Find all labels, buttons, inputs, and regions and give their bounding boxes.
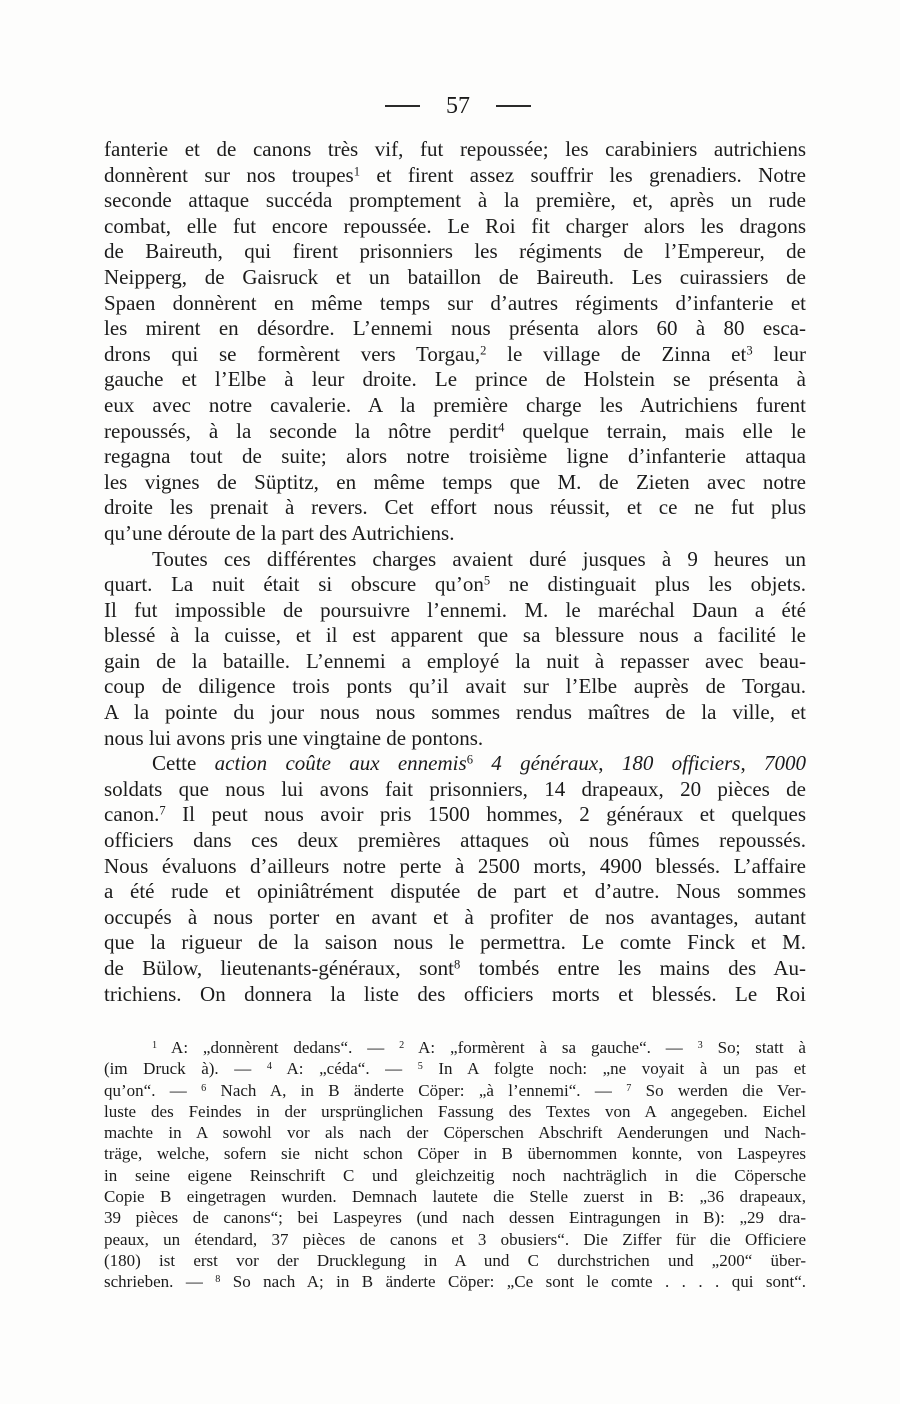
line-text: Il fut impossible de poursuivre l’ennemi. M. le maréchal Daun a été [104, 597, 806, 622]
footnote-ref: 8 [215, 1274, 221, 1286]
line-text: A: „céda“. — [271, 1059, 418, 1079]
line-text: et firent assez souffrir les grenadiers. Notre [360, 162, 806, 187]
footnote-line [104, 1207, 806, 1228]
footnote-line [104, 1122, 806, 1143]
text-line [104, 291, 806, 317]
line-text: Neipperg, de Gaisruck et un bataillon de Baireuth. Les cuirassiers de [104, 264, 806, 289]
line-text: Spaen donnèrent en même temps sur d’autres régiments d’infanterie et [104, 290, 806, 315]
footnote-ref: 3 [746, 343, 753, 358]
text-line [104, 982, 806, 1008]
line-text: quelque terrain, mais elle le [504, 418, 806, 443]
text-line [104, 649, 806, 675]
footnote-ref: 7 [626, 1082, 632, 1094]
line-text: gauche et l’Elbe à leur droite. Le prince de Holstein se présenta à [104, 367, 806, 392]
line-text: A: „donnèrent dedans“. — [157, 1038, 400, 1057]
text-line [104, 316, 806, 342]
footnotes [104, 1037, 806, 1293]
footnote-line [104, 1037, 806, 1058]
footnote-line [104, 1271, 806, 1292]
line-text: coup de diligence trois ponts qu’il avait sur l’Elbe auprès de Torgau. [104, 674, 806, 699]
text-line [104, 905, 806, 931]
line-text: Nach A, in B änderte Cöper: „à l’ennemi“. — [206, 1080, 627, 1100]
footnote-ref: 8 [453, 957, 461, 972]
footnote-ref: 4 [498, 420, 505, 435]
line-text: So; statt à [702, 1038, 806, 1057]
footnote-ref: 1 [353, 164, 361, 179]
line-text: , [740, 751, 765, 776]
line-text: drons qui se formèrent vers Torgau, [104, 341, 481, 366]
footnote-ref: 7 [159, 804, 166, 819]
line-text: in seine eigene Reinschrift C und gleichzeitig noch nachträglich in die Cöpersche [104, 1165, 806, 1185]
line-text: Cette [152, 751, 215, 776]
text-line [104, 393, 806, 419]
line-text: eux avec notre cavalerie. A la première charge les Autrichiens furent [104, 392, 806, 417]
line-text: nous lui avons pris une vingtaine de pontons. [104, 725, 484, 750]
text-line [104, 470, 806, 496]
text-line [104, 521, 806, 547]
line-text: combat, elle fut encore repoussée. Le Roi fit charger alors les dragons [104, 213, 806, 238]
text-line [104, 930, 806, 956]
footnote-line [104, 1186, 806, 1207]
line-text: soldats que nous lui avons fait prisonniers, 14 drapeaux, 20 pièces de [104, 776, 806, 801]
text-line [104, 802, 806, 828]
line-text: les vignes de Süptitz, en même temps que M. de Zieten avec notre [104, 469, 806, 494]
footnote-ref: 3 [697, 1039, 703, 1051]
text-line [104, 547, 806, 573]
line-text: In A folgte noch: „ne voyait à un pas et [422, 1059, 806, 1079]
footnote-line [104, 1058, 806, 1079]
line-text: seconde attaque succéda promptement à la première, et, après un rude [104, 188, 806, 213]
text-line [104, 367, 806, 393]
text-line [104, 751, 806, 777]
emphasis-text: action coûte aux ennemis [214, 751, 467, 776]
text-line [104, 163, 806, 189]
line-text: Copie B eingetragen wurden. Demnach lautete die Stelle zuerst in B: „36 drapeaux, [104, 1187, 806, 1207]
footnote-ref: 6 [201, 1082, 207, 1094]
line-text: luste des Feindes in der ursprünglichen Fassung des Textes von A angegeben. Eichel [104, 1101, 806, 1121]
line-text: , [598, 751, 622, 776]
text-line [104, 239, 806, 265]
page-number: 57 [446, 93, 470, 119]
line-text: que la rigueur de la saison nous le permettra. Le comte Finck et M. [104, 930, 806, 955]
footnote-ref: 2 [480, 343, 487, 358]
text-line [104, 726, 806, 752]
line-text: de Bülow, lieutenants-généraux, sont [104, 956, 454, 980]
footnote-ref: 2 [399, 1039, 405, 1051]
line-text: donnèrent sur nos troupes [104, 162, 354, 187]
line-text: blessé à la cuisse, et il est apparent que sa blessure nous a facilité le [104, 623, 806, 648]
paragraph [104, 547, 806, 752]
line-text: A la pointe du jour nous nous sommes rendus maîtres de la ville, et [104, 700, 806, 725]
text-line [104, 700, 806, 726]
header-rule-right [496, 105, 531, 106]
footnote-ref: 5 [417, 1061, 423, 1073]
footnote-line [104, 1165, 806, 1186]
emphasis-text: 7000 [764, 751, 807, 776]
line-text: So nach A; in B änderte Cöper: „Ce sont le comte . . . . qui sont“. [220, 1272, 807, 1292]
text-line [104, 598, 806, 624]
line-text: officiers dans ces deux premières attaques où nous fûmes repoussés. [104, 828, 806, 853]
line-text: ne distinguait plus les objets. [490, 572, 806, 597]
header-rule-left [385, 105, 420, 106]
line-text: tombés entre les mains des Au- [460, 956, 806, 980]
line-text: 39 pièces de canons“; bei Laspeyres (und nach dessen Eintragungen in B): „29 dra- [104, 1208, 806, 1228]
text-line [104, 419, 806, 445]
line-text: trichiens. On donnera la liste des officiers morts et blessés. Le Roi [104, 981, 806, 1006]
text-line [104, 777, 806, 803]
text-line [104, 188, 806, 214]
line-text: qu’on“. — [104, 1080, 202, 1100]
body-text [104, 137, 806, 1007]
footnote-ref: 6 [466, 752, 473, 767]
text-line [104, 623, 806, 649]
line-text: träge, welche, sofern sie nicht schon Cöper in B übernommen konnte, von Laspeyres [104, 1144, 806, 1164]
text-line [104, 879, 806, 905]
footnote-line [104, 1080, 806, 1101]
footnote-ref: 4 [266, 1061, 272, 1073]
line-text: quart. La nuit était si obscure qu’on [104, 572, 484, 597]
footnote-line [104, 1101, 806, 1122]
line-text: (im Druck à). — [104, 1059, 267, 1079]
footnote-ref: 1 [152, 1039, 158, 1051]
line-text: leur [752, 341, 806, 366]
line-text: Il peut nous avoir pris 1500 hommes, 2 généraux et quelques [165, 802, 806, 827]
emphasis-text: 180 officiers [621, 751, 741, 776]
line-text: regagna tout de suite; alors notre troisième ligne d’infanterie attaqua [104, 444, 806, 469]
line-text: gain de la bataille. L’ennemi a employé la nuit à repasser avec beau- [104, 648, 806, 673]
text-line [104, 265, 806, 291]
line-text: So werden die Ver- [631, 1080, 806, 1100]
footnote-ref: 5 [483, 573, 491, 588]
text-line [104, 828, 806, 854]
text-line [104, 342, 806, 368]
text-line [104, 214, 806, 240]
line-text: droite les prenait à revers. Cet effort nous réussit, et ce ne fut plus [104, 495, 806, 520]
paragraph [104, 751, 806, 1007]
text-line [104, 444, 806, 470]
line-text [473, 751, 491, 775]
line-text: Toutes ces différentes charges avaient duré jusques à 9 heures un [152, 546, 806, 571]
line-text: fanterie et de canons très vif, fut repoussée; les carabiniers autrichiens [104, 137, 806, 161]
line-text: A: „formèrent à sa gauche“. — [404, 1038, 698, 1057]
paragraph [104, 137, 806, 547]
line-text: repoussés, à la seconde la nôtre perdit [104, 418, 499, 443]
text-line [104, 572, 806, 598]
footnote-line [104, 1229, 806, 1250]
line-text: peaux, un étendard, 37 pièces de canons et 3 obusiers“. Die Ziffer für die Officiere [104, 1229, 806, 1249]
line-text: le village de Zinna et [486, 341, 747, 366]
text-line [104, 956, 806, 982]
footnote-line [104, 1143, 806, 1164]
line-text: les mirent en désordre. L’ennemi nous présenta alors 60 à 80 esca- [104, 316, 806, 341]
text-line [104, 854, 806, 880]
text-line [104, 674, 806, 700]
emphasis-text: 4 généraux [491, 751, 599, 776]
line-text: Nous évaluons d’ailleurs notre perte à 2500 morts, 4900 blessés. L’affaire [104, 853, 806, 878]
line-text: schrieben. — [104, 1272, 216, 1292]
line-text: qu’une déroute de la part des Autrichiens. [104, 520, 455, 545]
line-text: machte in A sowohl vor als nach der Cöperschen Abschrift Aenderungen und Nach- [104, 1123, 806, 1143]
line-text: canon. [104, 802, 160, 827]
line-text: de Baireuth, qui firent prisonniers les régiments de l’Empereur, de [104, 239, 806, 264]
line-text: occupés à nous porter en avant et à profiter de nos avantages, autant [104, 904, 806, 929]
line-text: a été rude et opiniâtrément disputée de part et d’autre. Nous sommes [104, 879, 806, 904]
text-line [104, 137, 806, 163]
footnote-line [104, 1250, 806, 1271]
text-line [104, 495, 806, 521]
line-text: (180) ist erst vor der Drucklegung in A und C durchstrichen und „200“ über- [104, 1250, 806, 1270]
page-header [385, 92, 531, 120]
